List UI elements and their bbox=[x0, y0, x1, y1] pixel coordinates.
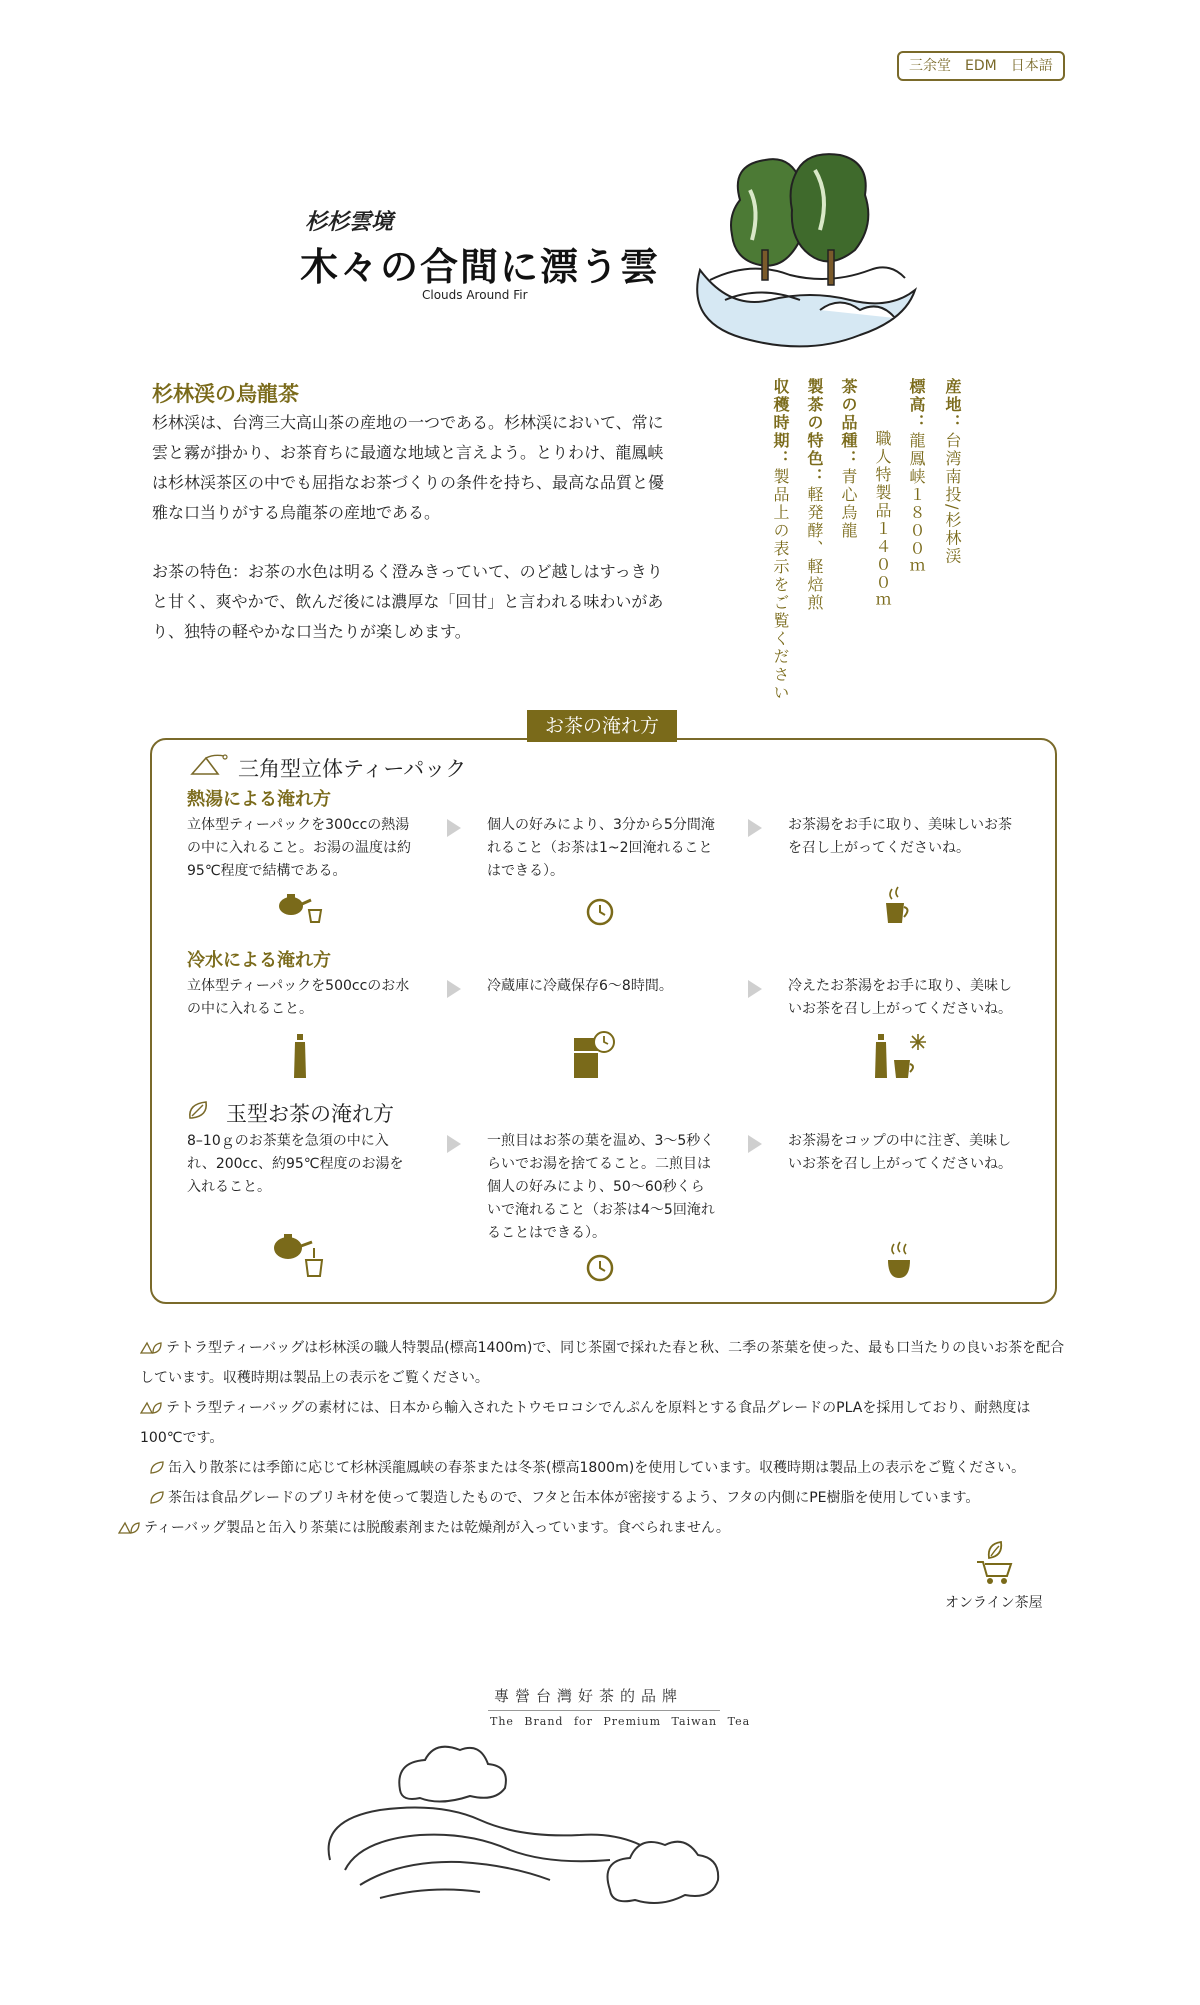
hero-title: 木々の合間に漂う雲 bbox=[300, 245, 661, 289]
spec-origin: 産地：台湾南投/杉林渓 bbox=[943, 378, 962, 566]
leaf-icon bbox=[186, 1098, 210, 1122]
arrow-icon bbox=[447, 1135, 461, 1153]
brand-script-logo: 杉杉雲境 bbox=[305, 210, 394, 235]
arrow-icon bbox=[447, 819, 461, 837]
cold-step-3: 冷えたお茶湯をお手に取り、美味しいお茶を召し上がってくださいね。 bbox=[788, 978, 1012, 1017]
hot-step-1: 立体型ティーパックを300ccの熱湯の中に入れること。お湯の温度は約95℃程度で結構である。 bbox=[187, 817, 411, 879]
teapot-pour-icon bbox=[270, 1230, 332, 1282]
note-item: テトラ型ティーバッグの素材には、日本から輸入されたトウモロコシでんぷんを原料とする食品グレードのPLAを採用しており、耐熱度は100℃です。 bbox=[140, 1400, 1031, 1446]
language-badge[interactable]: 三余堂 EDM 日本語 bbox=[897, 51, 1065, 81]
note-item: ティーバッグ製品と缶入り茶葉には脱酸素剤または乾燥剤が入っています。食べられません。 bbox=[118, 1513, 1048, 1543]
intro-paragraph-1: 杉林渓は、台湾三大高山茶の産地の一つである。杉林渓において、常に雲と霧が掛かり、お茶育ちに最適な地域と言えよう。とりわけ、龍鳳峡は杉林渓茶区の中でも屈指なお茶づくりの条件を持ち、最高な品質と優雅な口当りがする烏龍茶の産地である。 bbox=[152, 413, 665, 522]
note-item: テトラ型ティーバッグは杉林渓の職人特製品(標高1400m)で、同じ茶園で採れた春と秋、二季の茶葉を使った、最も口当たりの良いお茶を配合しています。収穫時期は製品上の表示をご覧ください。 bbox=[140, 1340, 1065, 1386]
cold-step-1: 立体型ティーパックを500ccのお水の中に入れること。 bbox=[187, 978, 410, 1017]
hot-step-3: お茶湯をお手に取り、美味しいお茶を召し上がってくださいね。 bbox=[788, 817, 1012, 856]
bottle-cold-cup-icon bbox=[872, 1030, 928, 1080]
note-item: 茶缶は食品グレードのブリキ材を使って製造したもので、フタと缶本体が密接するよう、フタの内側にPE樹脂を使用しています。 bbox=[150, 1483, 1080, 1513]
spec-variety: 茶の品種：青心烏龍 bbox=[839, 378, 858, 540]
kettle-pour-icon bbox=[275, 890, 327, 926]
hot-step-2: 個人の好みにより、3分から5分間淹れること（お茶は1~2回淹れることはできる）。 bbox=[487, 817, 715, 879]
loose-step-1: 8–10ｇのお茶葉を急須の中に入れ、200cc、約95℃程度のお湯を入れること。 bbox=[187, 1133, 404, 1195]
loose-step-2: 一煎目はお茶の葉を温め、3～5秒くらいでお湯を捨てること。二煎目は個人の好みにより、50～60秒くらいで淹れること（お茶は4～5回淹れることはできる）。 bbox=[487, 1133, 715, 1241]
teabag-icon bbox=[188, 752, 228, 778]
teabag-leaf-icon bbox=[118, 1521, 140, 1535]
brewing-section-tab: お茶の淹れ方 bbox=[527, 710, 677, 742]
cold-step-2: 冷蔵庫に冷蔵保存6～8時間。 bbox=[487, 978, 673, 994]
cloud-swirl-illustration bbox=[320, 1740, 740, 1920]
spec-process: 製茶の特色：軽発酵、軽焙煎 bbox=[805, 378, 824, 612]
fridge-timer-icon bbox=[570, 1030, 620, 1080]
spec-altitude: 標高：龍鳳峡１８００ｍ bbox=[907, 378, 926, 576]
water-bottle-icon bbox=[292, 1034, 308, 1080]
spec-harvest: 収穫時期：製品上の表示をご覧ください bbox=[771, 378, 790, 702]
hot-cup-icon bbox=[882, 885, 912, 927]
timer-icon bbox=[585, 1253, 615, 1283]
loose-step-3: お茶湯をコップの中に注ぎ、美味しいお茶を召し上がってくださいね。 bbox=[788, 1133, 1012, 1172]
tree-cloud-illustration bbox=[690, 150, 920, 355]
shopping-cart-leaf-icon[interactable] bbox=[975, 1540, 1015, 1586]
arrow-icon bbox=[748, 819, 762, 837]
hot-brew-heading: 熱湯による淹れ方 bbox=[187, 789, 331, 810]
intro-heading: 杉林渓の烏龍茶 bbox=[152, 382, 299, 406]
arrow-icon bbox=[748, 1135, 762, 1153]
online-shop-link[interactable]: オンライン茶屋 bbox=[945, 1595, 1043, 1611]
cold-brew-heading: 冷水による淹れ方 bbox=[187, 950, 331, 971]
teabag-leaf-icon bbox=[140, 1401, 162, 1415]
timer-icon bbox=[585, 897, 615, 927]
footer-brand-en: The Brand for Premium Taiwan Tea bbox=[490, 1715, 751, 1728]
spec-altitude-artisan: 職人特製品１４００ｍ bbox=[873, 430, 892, 610]
note-item: 缶入り散茶には季節に応じて杉林渓龍鳳峡の春茶または冬茶(標高1800m)を使用しています。収穫時期は製品上の表示をご覧ください。 bbox=[150, 1453, 1080, 1483]
divider bbox=[488, 1710, 720, 1711]
tea-bowl-icon bbox=[884, 1240, 914, 1282]
footer-brand-cn: 專營台灣好茶的品牌 bbox=[494, 1687, 684, 1705]
intro-paragraph-2: お茶の特色：お茶の水色は明るく澄みきっていて、のど越しはすっきりと甘く、爽やかで、飲んだ後には濃厚な「回甘」と言われる味わいがあり、独特の軽やかな口当たりが楽しめます。 bbox=[152, 562, 664, 641]
leaf-icon bbox=[150, 1461, 164, 1475]
loose-leaf-title: 玉型お茶の淹れ方 bbox=[226, 1102, 394, 1126]
arrow-icon bbox=[748, 980, 762, 998]
teabag-title: 三角型立体ティーパック bbox=[238, 757, 467, 781]
arrow-icon bbox=[447, 980, 461, 998]
teabag-leaf-icon bbox=[140, 1341, 162, 1355]
leaf-icon bbox=[150, 1491, 164, 1505]
hero-subtitle: Clouds Around Fir bbox=[422, 288, 528, 302]
